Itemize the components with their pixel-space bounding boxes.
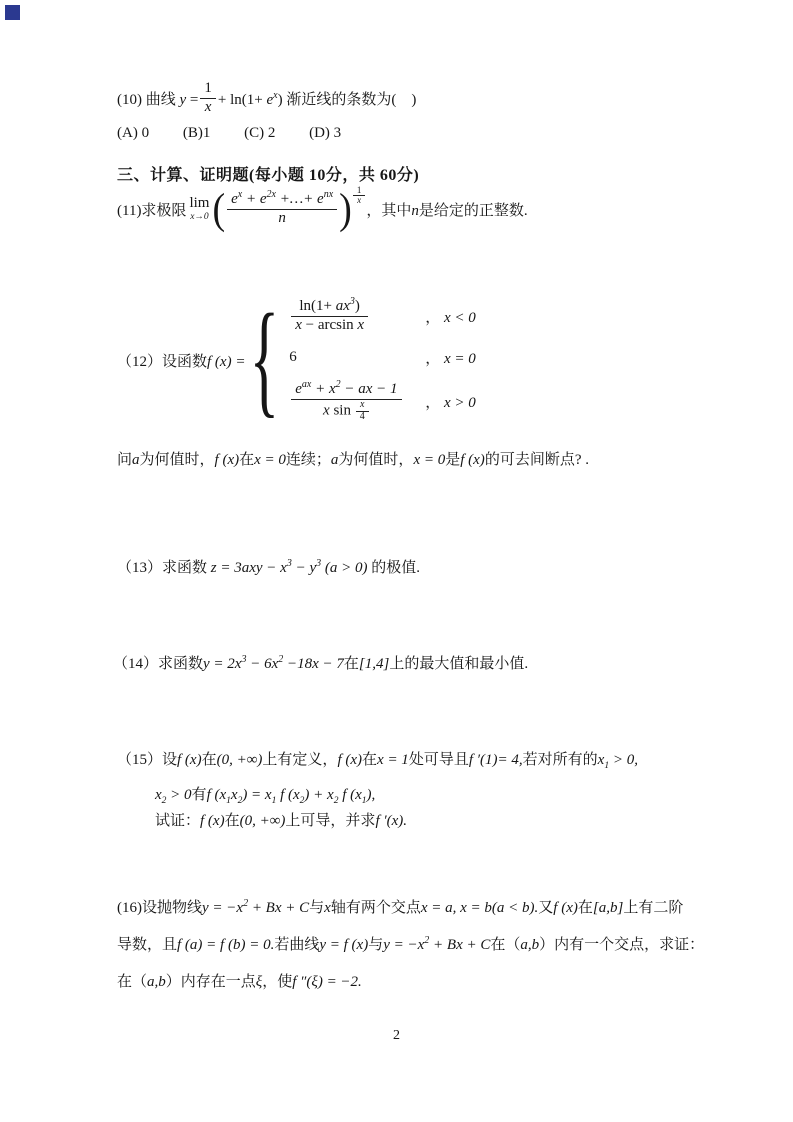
case-row — [289, 347, 476, 368]
text-segment: ， — [425, 351, 444, 368]
text-segment: 试证： — [155, 813, 201, 829]
text-segment: 3 — [349, 296, 355, 307]
text-segment: (a > 0) — [321, 560, 368, 576]
statement-text — [218, 88, 416, 109]
text-segment: f (x) — [200, 813, 225, 829]
problem-16 — [117, 890, 704, 1001]
fraction-denominator — [291, 316, 368, 335]
text-segment: 2 — [335, 379, 341, 391]
text-segment: 在 — [362, 752, 378, 768]
text-segment: 在（ — [490, 937, 521, 953]
case-value: 6 — [289, 349, 297, 366]
text-segment: 若曲线 — [274, 937, 320, 953]
text-segment: 轴有两个交点 — [330, 900, 421, 916]
denominator-text — [323, 403, 351, 419]
text-segment: nx — [323, 188, 334, 200]
text-segment: x = 0 — [413, 452, 446, 468]
text-segment: 处可导且 — [408, 752, 469, 768]
text-segment: 3 — [286, 558, 292, 569]
case-condition — [425, 347, 476, 368]
text-segment: (0, +∞) — [239, 813, 286, 829]
text-segment: 问 — [117, 452, 133, 468]
inner-denominator: 4 — [356, 411, 369, 423]
text-segment: y = 2x — [203, 656, 242, 672]
text-segment: （14）求函数 — [113, 656, 204, 672]
text-segment: f (a) = f (b) = 0. — [177, 937, 275, 953]
problem-14-statement — [113, 652, 528, 673]
text-segment: x — [323, 402, 330, 419]
inner-fraction — [356, 400, 369, 422]
fraction-denominator — [291, 399, 401, 422]
case-row — [289, 298, 476, 334]
text-segment: 3 — [316, 558, 322, 569]
text-segment: ) = x — [242, 787, 272, 803]
text-segment: + Bx + C — [248, 900, 310, 916]
text-segment: + x — [311, 381, 336, 398]
text-segment: ) — [354, 298, 360, 314]
fraction — [291, 298, 368, 334]
option-a: (A) 0 — [117, 125, 150, 142]
case-expression — [289, 381, 411, 422]
text-segment: x — [155, 787, 162, 803]
text-segment: e — [295, 381, 302, 398]
text-segment: a — [330, 452, 339, 468]
text-segment: x — [295, 316, 302, 333]
case-condition — [425, 391, 476, 412]
text-segment: 为何值时， — [338, 452, 414, 468]
fraction-denominator: x — [200, 98, 216, 117]
problem-15 — [117, 748, 638, 830]
text-segment: z = 3axy − x — [210, 560, 287, 576]
case-expression — [289, 298, 411, 334]
text-segment: f (x) — [214, 452, 240, 468]
limit-subscript: x→0 — [190, 211, 209, 222]
text-segment: x — [597, 752, 605, 768]
inner-numerator: x — [359, 399, 365, 411]
text-segment: x = a, x = b(a < b). — [420, 900, 539, 916]
text-segment: a — [132, 452, 140, 468]
case-expression — [289, 349, 411, 366]
text-segment: 2 — [299, 796, 305, 806]
text-segment: 在 — [224, 813, 240, 829]
case-condition — [425, 306, 476, 327]
fraction-numerator: 1 — [204, 80, 212, 96]
fraction-numerator — [227, 188, 337, 209]
text-segment: 与 — [309, 900, 325, 916]
text-segment: + ln(1+ — [217, 91, 267, 108]
left-paren: ( — [212, 184, 226, 234]
cases-list — [289, 298, 476, 422]
option-d: (D) 3 — [309, 125, 342, 142]
text-segment: f (x) — [337, 752, 363, 768]
exponent-numerator: 1 — [356, 184, 362, 195]
text-segment: y = −x — [202, 900, 244, 916]
statement-text — [117, 350, 245, 371]
fraction — [227, 188, 337, 227]
text-segment: ， — [425, 395, 444, 412]
scan-corner-mark — [5, 5, 20, 20]
text-segment: sin — [329, 402, 351, 419]
statement-line — [117, 927, 704, 964]
problem-12-question — [117, 448, 589, 469]
page-number: 2 — [393, 1028, 400, 1043]
text-segment: x — [237, 188, 243, 200]
limit-word: lim — [189, 194, 210, 211]
text-segment: (10) 曲线 — [117, 91, 180, 108]
statement-text — [366, 199, 527, 220]
right-paren: ) — [339, 184, 352, 234]
option-c: (C) 2 — [244, 125, 276, 142]
text-segment: f ′(1)= 4, — [468, 752, 523, 768]
statement-line — [155, 809, 638, 830]
text-segment: f (x — [276, 787, 300, 803]
statement-text — [117, 199, 186, 220]
text-segment: 在（ — [117, 974, 148, 990]
text-segment: 与 — [368, 937, 384, 953]
text-segment: y = −x — [383, 937, 425, 953]
text-segment: 1 — [271, 796, 277, 806]
fraction-numerator — [291, 298, 368, 316]
text-segment: 2 — [333, 796, 339, 806]
text-segment: （12）设函数 — [117, 353, 208, 370]
text-segment: 2 — [237, 796, 243, 806]
case-row — [289, 381, 476, 422]
text-segment: a,b — [147, 974, 166, 990]
text-segment: f ″(ξ) = −2. — [292, 974, 362, 990]
text-segment: 上有定义， — [262, 752, 338, 768]
statement-line — [117, 890, 704, 927]
text-segment: 若对所有的 — [522, 752, 598, 768]
text-segment: 2 — [243, 898, 249, 909]
text-segment: x — [273, 89, 278, 101]
text-segment: ln(1+ — [299, 298, 336, 314]
problem-12-definition — [117, 290, 476, 430]
problem-10 — [117, 80, 416, 142]
text-segment: f (x) — [177, 752, 202, 768]
text-segment: 上有二阶 — [623, 900, 684, 916]
text-segment: 3 — [241, 654, 247, 665]
text-segment: (16)设抛物线 — [117, 900, 202, 916]
text-segment: ，其中 — [366, 202, 412, 219]
text-segment: ), — [366, 787, 376, 803]
text-segment: f (x — [206, 787, 227, 803]
text-segment: （13）求函数 — [117, 560, 211, 576]
text-segment: ) + x — [304, 787, 334, 803]
text-segment: (11)求极限 — [117, 202, 187, 219]
text-segment: = — [186, 91, 199, 108]
statement-line — [117, 964, 704, 1001]
text-segment: ax — [301, 379, 312, 391]
text-segment: +…+ e — [275, 190, 324, 207]
text-segment: x > 0 — [443, 395, 476, 412]
text-segment: y = f (x) — [319, 937, 369, 953]
text-segment: 上的最大值和最小值. — [389, 656, 529, 672]
text-segment: e — [231, 190, 238, 207]
text-segment: − arcsin — [301, 316, 358, 333]
text-segment: 在 — [239, 452, 255, 468]
fraction-denominator: n — [227, 209, 337, 228]
section-heading: 三、计算、证明题(每小题 10分，共 60分) — [117, 167, 420, 184]
text-segment: − y — [291, 560, 317, 576]
text-segment: y — [179, 91, 187, 108]
fraction — [291, 381, 401, 422]
text-segment: [1,4] — [358, 656, 390, 672]
problem-11-formula — [117, 184, 528, 234]
text-segment: 是 — [445, 452, 461, 468]
cases-brace: { — [249, 290, 280, 430]
text-segment: ) 渐近线的条数为( ) — [277, 91, 417, 108]
text-segment: 在 — [577, 900, 593, 916]
text-segment: 是给定的正整数. — [418, 202, 528, 219]
text-segment: −18x − 7 — [283, 656, 344, 672]
text-segment: 有 — [191, 787, 207, 803]
text-segment: x = 0 — [443, 351, 476, 368]
text-segment: x = 0 — [254, 452, 286, 468]
text-segment: f (x) — [460, 452, 485, 468]
text-segment: 又 — [538, 900, 554, 916]
text-segment: ）内存在一点 — [165, 974, 256, 990]
text-segment: f (x) — [553, 900, 578, 916]
text-segment: 2x — [266, 188, 276, 200]
text-segment: x — [230, 787, 238, 803]
limit-operator — [189, 196, 209, 223]
text-segment: 在 — [201, 752, 217, 768]
text-segment: ）内有一个交点，求证： — [539, 937, 705, 953]
text-segment: 的极值. — [367, 560, 420, 576]
text-segment: x < 0 — [443, 309, 476, 326]
text-segment: − ax − 1 — [340, 381, 398, 398]
text-segment: > 0 — [166, 787, 192, 803]
text-segment: x — [324, 900, 331, 916]
text-segment: 在 — [343, 656, 359, 672]
exponent-denominator: x — [353, 195, 366, 205]
text-segment: n — [411, 202, 419, 219]
text-segment: e — [266, 91, 274, 108]
text-segment: 2 — [424, 935, 430, 946]
text-segment: 1 — [604, 761, 610, 771]
text-segment: f (x — [338, 787, 362, 803]
text-segment: 2 — [278, 654, 284, 665]
text-segment: 的可去间断点? . — [484, 452, 589, 468]
text-segment: [a,b] — [592, 900, 624, 916]
statement-line — [117, 748, 638, 769]
problem-13-statement — [117, 556, 420, 577]
text-segment: 连续； — [285, 452, 331, 468]
fraction-numerator — [291, 381, 401, 399]
statement-line — [155, 783, 638, 804]
text-segment: − 6x — [246, 656, 279, 672]
problem-10-statement — [117, 80, 416, 116]
exponent-fraction — [353, 186, 366, 205]
text-segment: 为何值时， — [139, 452, 215, 468]
text-segment: x — [357, 316, 365, 333]
text-segment: a,b — [520, 937, 540, 953]
fraction — [200, 80, 216, 116]
text-segment: 2 — [161, 796, 167, 806]
options-row — [117, 125, 416, 142]
text-segment: > 0, — [609, 752, 638, 768]
text-segment: ax — [335, 298, 350, 314]
text-segment: ， — [425, 309, 444, 326]
text-segment: （15）设 — [117, 752, 178, 768]
option-b: (B)1 — [182, 125, 211, 142]
text-segment: f (x) = — [207, 353, 246, 370]
statement-text — [117, 88, 198, 109]
text-segment: + Bx + C — [429, 937, 491, 953]
text-segment: 1 — [226, 796, 231, 806]
text-segment: x = 1 — [377, 752, 409, 768]
text-segment: 导数，且 — [117, 937, 178, 953]
text-segment: 上可导，并求 — [285, 813, 376, 829]
text-segment: (0, +∞) — [216, 752, 263, 768]
text-segment: f ′(x). — [375, 813, 408, 829]
text-segment: ，使 — [262, 974, 293, 990]
text-segment: ξ — [255, 974, 263, 990]
text-segment: 1 — [361, 796, 367, 806]
text-segment: + e — [242, 190, 267, 207]
